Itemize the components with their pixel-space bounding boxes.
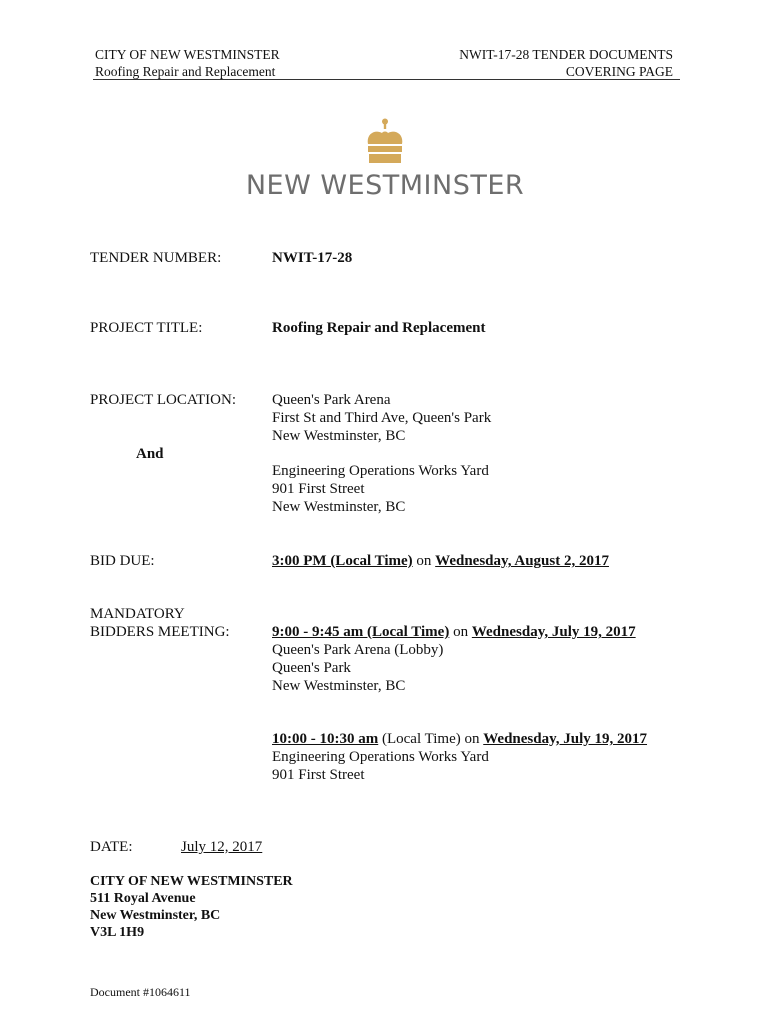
location-1-line: New Westminster, BC [272,428,406,444]
session-1-line: Queen's Park [272,660,351,676]
location-2-line: Engineering Operations Works Yard [272,463,489,479]
header-page-name: COVERING PAGE [565,64,673,79]
session-2-line: 901 First Street [272,767,365,783]
meeting-label-line: BIDDERS MEETING: [90,624,230,640]
tender-number-value: NWIT-17-28 [272,250,353,266]
address-block [90,873,293,941]
date-value: July 12, 2017 [181,839,263,855]
session-2-time: 10:00 - 10:30 am [272,731,379,747]
bid-due-time: 3:00 PM (Local Time) [272,553,413,569]
bid-due-date: Wednesday, August 2, 2017 [435,553,609,569]
session-1-date: Wednesday, July 19, 2017 [471,624,636,640]
logo-wordmark: NEW WESTMINSTER [245,170,525,201]
header-project: Roofing Repair and Replacement [95,64,276,79]
tender-number-label: TENDER NUMBER: [90,250,222,266]
bid-due-value [272,552,609,570]
session-2-local: (Local Time) on [378,731,484,747]
date-label: DATE: [90,839,133,855]
session-1-on: on [449,624,472,640]
address-line: New Westminster, BC [90,908,221,923]
session-2-line: Engineering Operations Works Yard [272,749,489,765]
header-right [459,46,673,80]
session-1-line: Queen's Park Arena (Lobby) [272,642,444,658]
bid-due-label: BID DUE: [90,553,155,569]
session-2-header [272,730,647,748]
meeting-session-2 [272,730,647,784]
project-title-value: Roofing Repair and Replacement [272,320,486,336]
project-title-label: PROJECT TITLE: [90,320,203,336]
location-2-line: New Westminster, BC [272,499,406,515]
session-1-header [272,623,636,641]
bid-due-on: on [412,553,436,569]
location-1-line: Queen's Park Arena [272,392,391,408]
location-2 [272,462,489,516]
location-1 [272,391,491,445]
header-left [95,46,280,80]
session-1-time: 9:00 - 9:45 am (Local Time) [272,624,450,640]
header-rule [93,79,680,80]
address-line: V3L 1H9 [90,925,145,940]
meeting-session-1 [272,623,636,695]
and-label: And [136,446,164,462]
session-1-line: New Westminster, BC [272,678,406,694]
header-org: CITY OF NEW WESTMINSTER [95,47,280,62]
session-2-date: Wednesday, July 19, 2017 [483,731,648,747]
meeting-label [90,605,230,641]
address-line: 511 Royal Avenue [90,891,196,906]
header-doc-id: NWIT-17-28 TENDER DOCUMENTS [459,47,673,62]
location-1-line: First St and Third Ave, Queen's Park [272,410,492,426]
document-number: Document #1064611 [90,985,191,999]
city-logo [0,118,770,201]
location-2-line: 901 First Street [272,481,365,497]
project-location-label: PROJECT LOCATION: [90,392,236,408]
address-line: CITY OF NEW WESTMINSTER [90,874,293,889]
crown-icon [365,118,405,164]
meeting-label-line: MANDATORY [90,606,185,622]
